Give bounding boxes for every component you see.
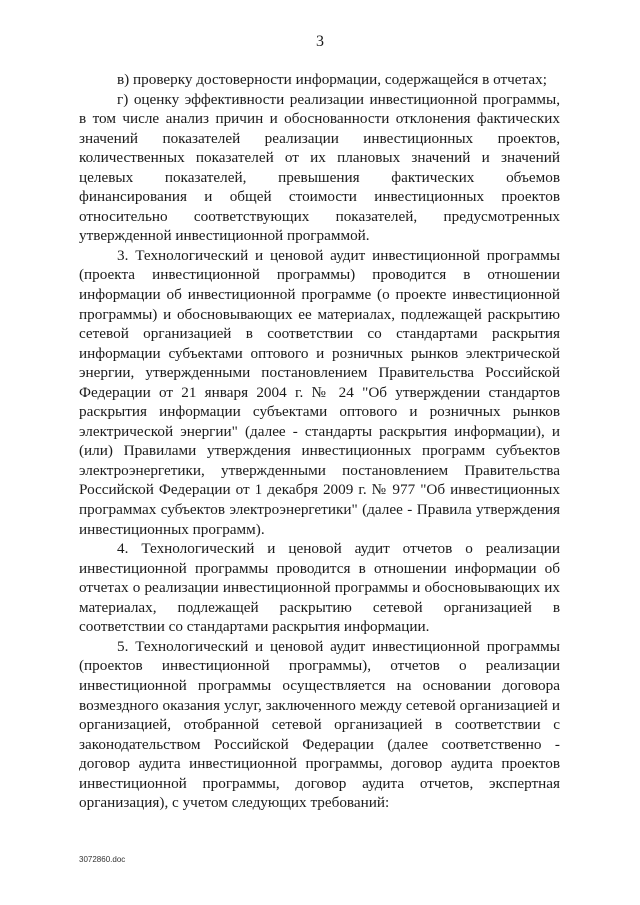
paragraph-section-4: 4. Технологический и ценовой аудит отчетов о реализации инвестиционной программы проводится в отношении информации об отчетах о реализации инвестиционной программы и обосновывающих их материалах, подлежащей раскрытию сетевой организацией в соответствии со стандартами раскрытия информации. <box>79 540 560 636</box>
document-body <box>79 70 560 813</box>
paragraph-section-5: 5. Технологический и ценовой аудит инвестиционной программы (проектов инвестиционной программы), отчетов о реализации инвестиционной программы осуществляется на основании договора возмездного оказания услуг, заключенного между сетевой организацией и организацией, отобранной сетевой организацией в соответствии с законодательством Российской Федерации (далее соответственно - договор аудита инвестиционной программы, договор аудита проектов инвестиционной программы, договор аудита отчетов, экспертная организация), с учетом следующих требований: <box>79 637 560 812</box>
paragraph-section-3: 3. Технологический и ценовой аудит инвестиционной программы (проекта инвестиционной программы) проводится в отношении информации об инвестиционной программе (о проекте инвестиционной программы) и обосновывающих ее материалах, подлежащей раскрытию сетевой организацией в соответствии со стандартами раскрытия информации субъектами оптового и розничных рынков электрической энергии, утвержденными постановлением Правительства Российской Федерации от 21 января 2004 г. № 24 "Об утверждении стандартов раскрытия информации субъектами оптового и розничных рынков электрической энергии" (далее - стандарты раскрытия информации), и (или) Правилами утверждения инвестиционных программ субъектов электроэнергетики, утвержденными постановлением Правительства Российской Федерации от 1 декабря 2009 г. № 977 "Об инвестиционных программах субъектов электроэнергетики" (далее - Правила утверждения инвестиционных программ). <box>79 246 560 538</box>
paragraph-item-g: г) оценку эффективности реализации инвестиционной программы, в том числе анализ причин и обоснованности отклонения фактических значений показателей реализации инвестиционных проектов, количественных показателей от их плановых значений и значений целевых показателей, превышения фактических объемов финансирования и общей стоимости инвестиционных проектов относительно соответствующих показателей, предусмотренных утвержденной инвестиционной программой. <box>79 90 560 245</box>
paragraph-item-v: в) проверку достоверности информации, содержащейся в отчетах; <box>117 71 547 88</box>
file-name-footer: 3072860.doc <box>79 855 126 864</box>
page-number: 3 <box>316 33 324 50</box>
